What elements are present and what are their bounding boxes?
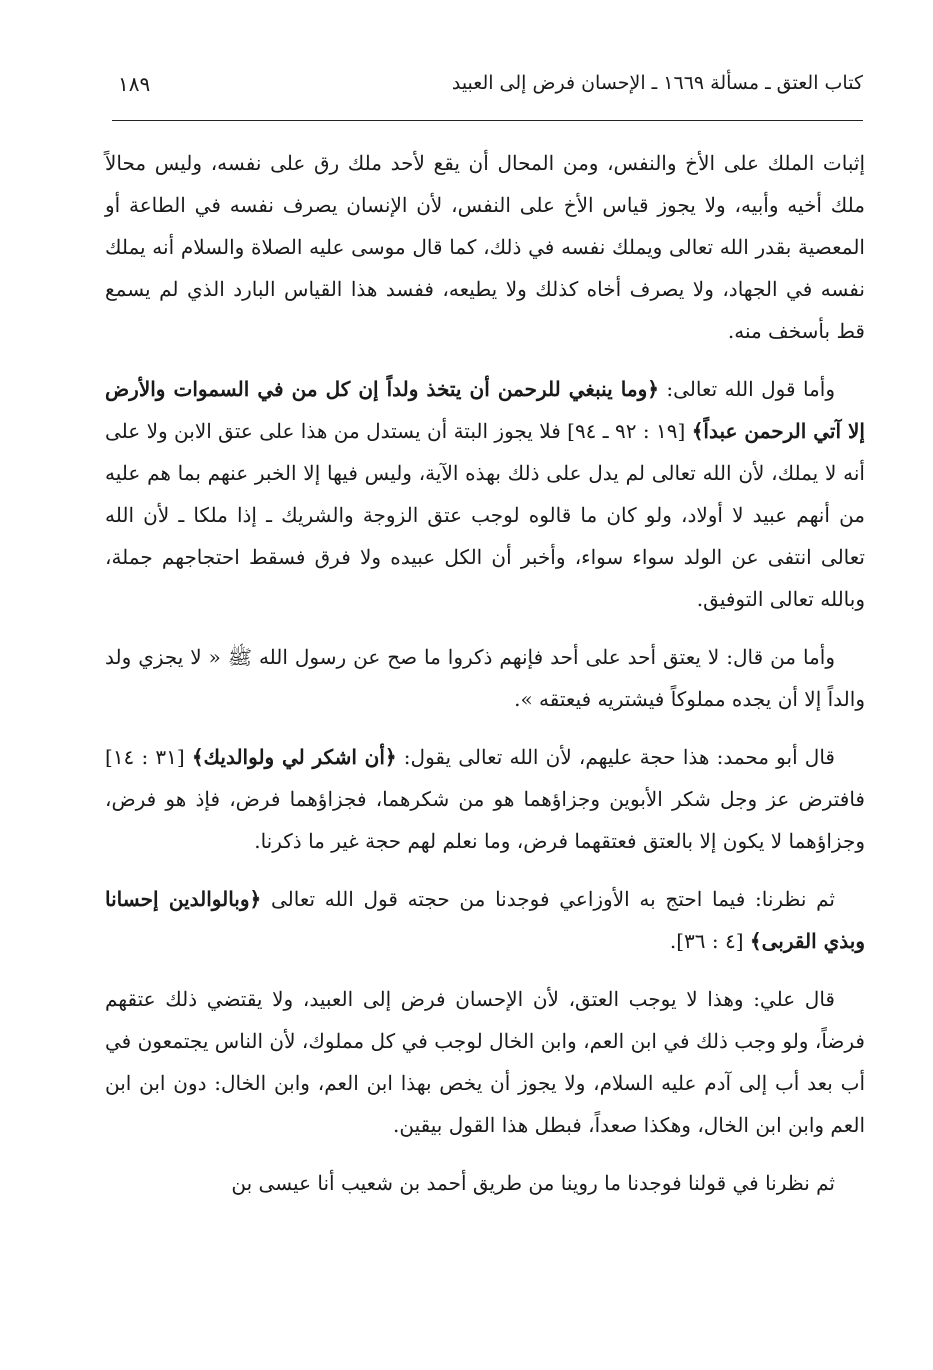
page-number: ١٨٩ [118,72,151,96]
quran-verse: ﴿وما ينبغي للرحمن أن يتخذ ولداً إن كل من في السموات والأرض إلا آتي الرحمن عبداً﴾ [105,377,865,443]
quran-verse: ﴿أن اشكر لي ولوالديك﴾ [191,745,397,769]
paragraph [105,878,865,962]
paragraph-text: ثم نظرنا: فيما احتج به الأوزاعي فوجدنا من حجته قول الله تعالى [261,887,835,911]
paragraph-text: وأما قول الله تعالى: [658,377,835,401]
running-title: كتاب العتق ـ مسألة ١٦٦٩ ـ الإحسان فرض إلى العبيد [451,72,863,94]
paragraph [105,736,865,862]
paragraph-text: قال أبو محمد: هذا حجة عليهم، لأن الله تعالى يقول: [396,745,835,769]
page-body [105,142,865,1220]
paragraph [105,1162,865,1204]
paragraph [105,636,865,720]
paragraph [105,142,865,352]
paragraph-text: ثم نظرنا في قولنا فوجدنا ما روينا من طريق أحمد بن شعيب أنا عيسى بن [231,1171,835,1195]
paragraph-text: قال علي: وهذا لا يوجب العتق، لأن الإحسان فرض إلى العبيد، ولا يقتضي ذلك عتقهم فرضاً، ولو وجب ذلك في ابن العم، وابن الخال لوجب في كل مملوك، لأن الناس يجتمعون في أب بعد أب إلى آدم عليه السلام، ولا يجوز أن يخص بهذا ابن العم، وابن الخال: دون ابن ابن العم وابن ابن الخال، وهكذا صعداً، فبطل هذا القول بيقين. [105,987,865,1137]
paragraph-text: [٣١ : ١٤] فافترض عز وجل شكر الأبوين وجزاؤهما هو من شكرهما، فجزاؤهما فرض، فإذ هو فرض، وجزاؤهما لا يكون إلا بالعتق فعتقهما فرض، وما نعلم لهم حجة غير ما ذكرنا. [105,745,865,853]
paragraph-text: [١٩ : ٩٢ ـ ٩٤] فلا يجوز البتة أن يستدل من هذا على عتق الابن ولا على أنه لا يملك، لأن الله تعالى لم يدل على ذلك بهذه الآية، وليس فيها إلا الخبر عنهم بما هم عليه من أنهم عبيد لا أولاد، ولو كان ما قالوه لوجب عتق الزوجة والشريك ـ إذا ملكا ـ لأن الله تعالى انتفى عن الولد سواء سواء، وأخبر أن الكل عبيده ولا فرق فسقط احتجاجهم جملة، وبالله تعالى التوفيق. [105,419,865,611]
quran-verse: ﴿وبالوالدين إحسانا وبذي القربى﴾ [105,887,865,953]
paragraph-text: إثبات الملك على الأخ والنفس، ومن المحال أن يقع لأحد ملك رق على نفسه، وليس محالاً ملك أخيه وأبيه، ولا يجوز قياس الأخ على النفس، لأن الإنسان يصرف نفسه في الطاعة أو المعصية بقدر الله تعالى ويملك نفسه في ذلك، كما قال موسى عليه الصلاة والسلام أنه يملك نفسه في الجهاد، ولا يصرف أخاه كذلك ولا يطيعه، ففسد هذا القياس البارد الذي لم يسمع قط بأسخف منه. [105,151,865,343]
paragraph-text: وأما من قال: لا يعتق أحد على أحد فإنهم ذكروا ما صح عن رسول الله ﷺ « لا يجزي ولد والداً إلا أن يجده مملوكاً فيشتريه فيعتقه ». [105,645,865,711]
paragraph [105,368,865,620]
header-rule [112,120,863,121]
paragraph [105,978,865,1146]
page-header [112,64,863,114]
paragraph-text: [٤ : ٣٦]. [669,929,750,953]
